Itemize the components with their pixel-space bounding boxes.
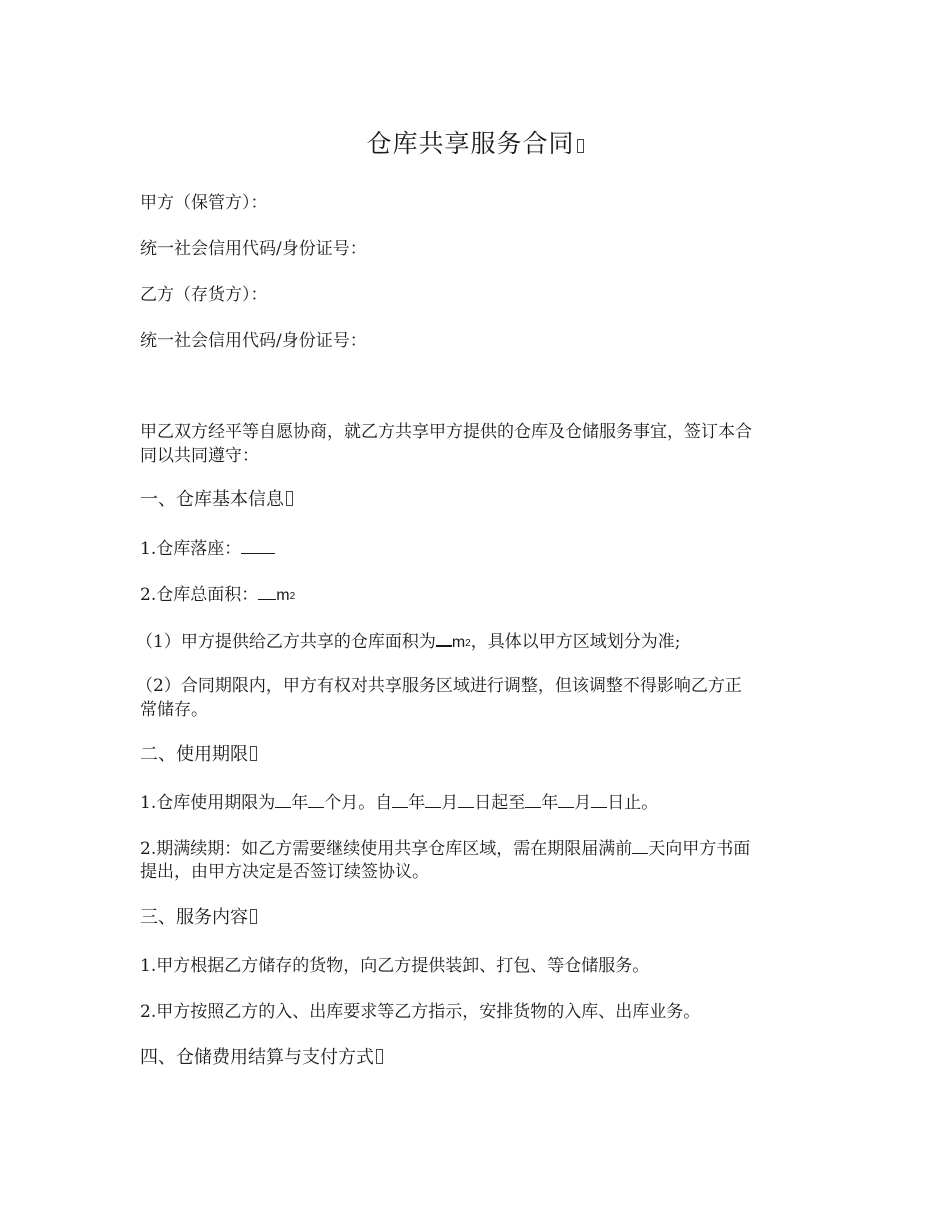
intro-paragraph-line-1: 甲乙双方经平等自愿协商，就乙方共享甲方提供的仓库及仓储服务事宜，签订本合: [140, 422, 752, 442]
section-2-item-2-line-1: 2.期满续期：如乙方需要继续使用共享仓库区域，需在期限届满前 天向甲方书面: [140, 836, 820, 861]
section-3-heading: 三、服务内容: [140, 906, 820, 930]
section-1-sub-2-line-1: （2）合同期限内，甲方有权对共享服务区域进行调整，但该调整不得影响乙方正: [136, 676, 742, 696]
section-3-item-2: 2.甲方按照乙方的入、出库要求等乙方指示，安排货物的入库、出库业务。: [140, 1002, 701, 1022]
start-day-blank: [458, 790, 474, 808]
end-month-blank: [558, 790, 574, 808]
section-2-item-1: 1.仓库使用期限为 年 个月。自 年 月 日起至 年 月 日止。: [140, 790, 820, 815]
shared-area-blank: [436, 628, 452, 647]
years-blank: [275, 790, 291, 808]
section-2-heading: 二、使用期限: [140, 743, 820, 767]
missing-glyph-box: [286, 491, 293, 506]
total-area-blank: [258, 582, 276, 600]
party-b-id-label: 统一社会信用代码/身份证号：: [140, 331, 367, 351]
document-title: 仓库共享服务合同: [0, 126, 950, 162]
section-1-sub-1: （1）甲方提供给乙方共享的仓库面积为 m2，具体以甲方区域划分为准;: [136, 628, 816, 656]
notice-days-blank: [632, 836, 648, 854]
section-3-item-1: 1.甲方根据乙方储存的货物，向乙方提供装卸、打包、等仓储服务。: [140, 956, 650, 976]
section-1-sub-2-line-2: 常储存。: [140, 700, 208, 720]
section-2-item-2-line-2: 提出，由甲方决定是否签订续签协议。: [140, 862, 429, 882]
party-a-label: 甲方（保管方）：: [140, 193, 268, 213]
section-1-item-2: 2.仓库总面积： m2: [140, 582, 820, 609]
intro-paragraph-line-2: 同以共同遵守：: [140, 446, 259, 466]
start-year-blank: [392, 790, 408, 808]
missing-glyph-box: [376, 1049, 383, 1064]
end-year-blank: [525, 790, 541, 808]
section-1-heading: 一、仓库基本信息: [140, 488, 820, 512]
months-blank: [308, 790, 324, 808]
section-1-item-1: 1.仓库落座：: [140, 536, 820, 561]
party-a-id-label: 统一社会信用代码/身份证号：: [140, 239, 367, 259]
missing-glyph-box: [250, 909, 257, 924]
start-month-blank: [425, 790, 441, 808]
missing-glyph-box: [577, 139, 584, 153]
location-blank: [241, 536, 275, 554]
party-b-label: 乙方（存货方）：: [140, 285, 268, 305]
end-day-blank: [591, 790, 607, 808]
missing-glyph-box: [250, 746, 257, 761]
section-4-heading: 四、仓储费用结算与支付方式: [140, 1046, 820, 1070]
